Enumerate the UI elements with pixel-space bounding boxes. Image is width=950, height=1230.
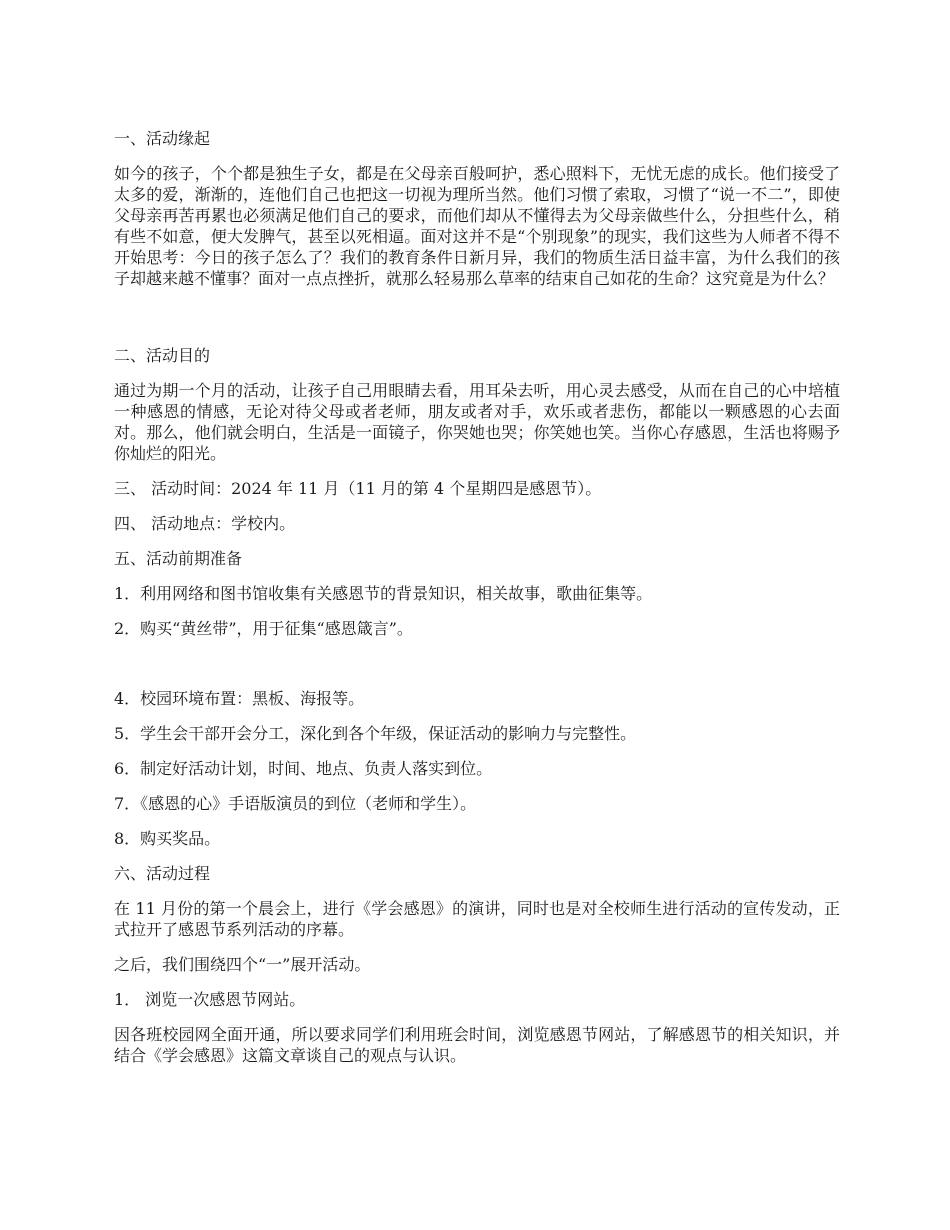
prep-item-7: 7．《感恩的心》手语版演员的到位（老师和学生）。 <box>114 794 477 813</box>
prep-item-6: 6．制定好活动计划，时间、地点、负责人落实到位。 <box>114 759 493 778</box>
section-3-time: 三、 活动时间：2024 年 11 月（11 月的第 4 个星期四是感恩节）。 <box>114 479 602 498</box>
section-2-heading: 二、活动目的 <box>114 346 211 365</box>
section-6-intro: 在 11 月份的第一个晨会上，进行《学会感恩》的演讲，同时也是对全校师生进行活动的宣传发动，正式拉开了感恩节系列活动的序幕。 <box>114 899 840 939</box>
prep-item-2: 2．购买“黄丝带”，用于征集“感恩箴言”。 <box>114 619 413 638</box>
process-item-1-body: 因各班校园网全面开通，所以要求同学们利用班会时间，浏览感恩节网站，了解感恩节的相关知识，并结合《学会感恩》这篇文章谈自己的观点与认识。 <box>114 1025 840 1065</box>
section-1-heading: 一、活动缘起 <box>114 129 211 148</box>
section-1-body: 如今的孩子，个个都是独生子女，都是在父母亲百般呵护，悉心照料下，无忧无虑的成长。他们接受了太多的爱，渐渐的，连他们自己也把这一切视为理所当然。他们习惯了索取，习惯了“说一不二”，即使父母亲再苦再累也必须满足他们自己的要求，而他们却从不懂得去为父母亲做些什么，分担些什么，稍有些不如意，便大发脾气，甚至以死相逼。面对这并不是“个别现象”的现实，我们这些为人师者不得不开始思考：今日的孩子怎么了？我们的教育条件日新月异，我们的物质生活日益丰富，为什么我们的孩子却越来越不懂事？面对一点点挫折，就那么轻易那么草率的结束自己如花的生命？这究竟是为什么？ <box>114 164 840 288</box>
section-5-heading: 五、活动前期准备 <box>114 549 243 568</box>
section-6-lead: 之后，我们围绕四个“一”展开活动。 <box>114 955 371 974</box>
prep-item-5: 5．学生会干部开会分工，深化到各个年级，保证活动的影响力与完整性。 <box>114 724 637 743</box>
section-4-location: 四、 活动地点：学校内。 <box>114 514 296 533</box>
process-item-1-title: 1． 浏览一次感恩节网站。 <box>114 990 306 1009</box>
prep-item-1: 1．利用网络和图书馆收集有关感恩节的背景知识，相关故事，歌曲征集等。 <box>114 584 653 603</box>
section-6-heading: 六、活动过程 <box>114 864 211 883</box>
prep-item-4: 4．校园环境布置：黑板、海报等。 <box>114 689 365 708</box>
section-2-body: 通过为期一个月的活动，让孩子自己用眼睛去看，用耳朵去听，用心灵去感受，从而在自己的心中培植一种感恩的情感，无论对待父母或者老师，朋友或者对手，欢乐或者悲伤，都能以一颗感恩的心去面对。那么，他们就会明白，生活是一面镜子，你哭她也哭；你笑她也笑。当你心存感恩，生活也将赐予你灿烂的阳光。 <box>114 381 840 463</box>
prep-item-8: 8．购买奖品。 <box>114 829 221 848</box>
document-body <box>114 128 840 1066</box>
